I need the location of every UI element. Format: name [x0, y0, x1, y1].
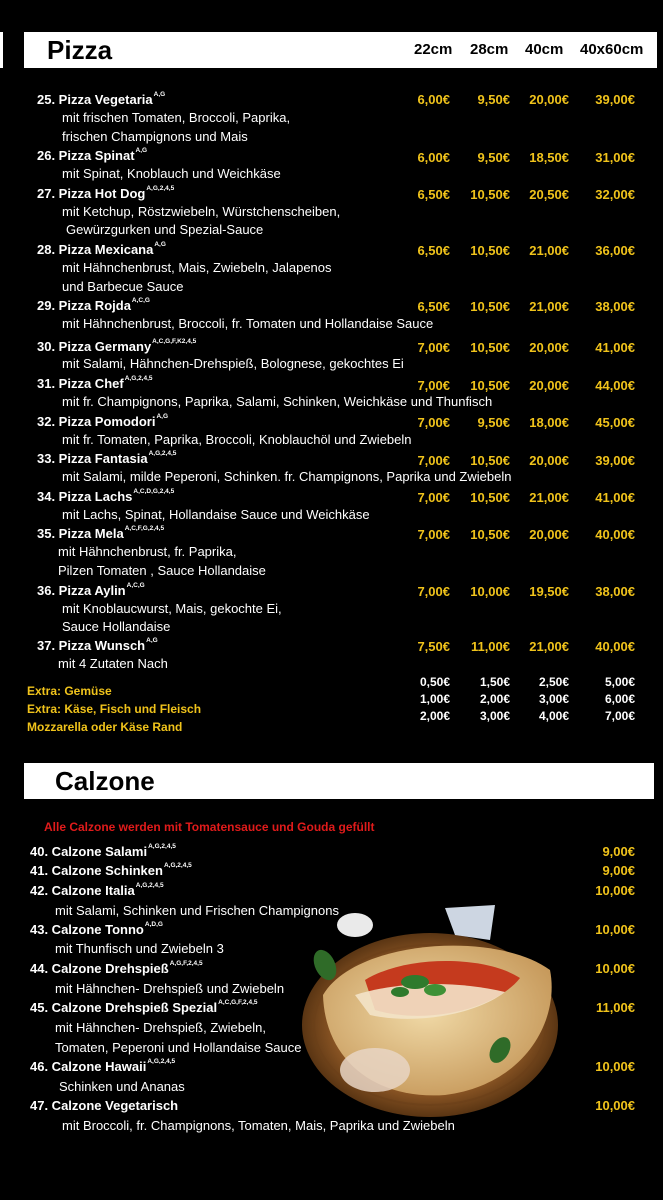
pizza-name-text: 35. Pizza Mela — [37, 526, 124, 541]
allergen-codes: A,G,2,4,5 — [147, 1058, 176, 1065]
size-header-22cm: 22cm — [414, 41, 453, 58]
pizza-name-text: 27. Pizza Hot Dog — [37, 186, 146, 201]
extra-price: 6,00€ — [604, 692, 635, 706]
allergen-codes: A,G,2,4,5 — [148, 843, 176, 850]
calzone-price: 10,00€ — [595, 1059, 635, 1074]
pizza-item-description: Gewürzgurken und Spezial-Sauce — [66, 222, 264, 237]
pizza-price: 20,00€ — [529, 527, 569, 542]
pizza-name-text: 37. Pizza Wunsch — [37, 638, 146, 653]
pizza-price: 18,00€ — [529, 415, 569, 430]
pizza-price: 10,50€ — [470, 243, 510, 258]
pizza-item-description: mit Lachs, Spinat, Hollandaise Sauce und Weichkäse — [62, 507, 370, 522]
pizza-name-text: 28. Pizza Mexicana — [37, 242, 154, 257]
pizza-price: 10,50€ — [470, 527, 510, 542]
calzone-item-name — [30, 1098, 178, 1113]
pizza-item-description: und Barbecue Sauce — [62, 279, 184, 294]
allergen-codes: A,C,F,G,2,4,5 — [124, 525, 165, 532]
calzone-item-description: Schinken und Ananas — [59, 1079, 185, 1094]
pizza-price: 40,00€ — [595, 527, 635, 542]
pizza-price: 10,50€ — [470, 187, 510, 202]
calzone-filling-note: Alle Calzone werden mit Tomatensauce und Gouda gefüllt — [44, 820, 375, 834]
pizza-section-title: Pizza — [47, 35, 113, 65]
extra-price: 0,50€ — [419, 675, 450, 689]
pizza-item-name — [37, 148, 147, 163]
pizza-item-name — [37, 298, 150, 313]
pizza-item-name — [37, 526, 164, 541]
pizza-item-name — [37, 92, 165, 107]
pizza-item-description: mit Hähnchenbrust, Mais, Zwiebeln, Jalapenos — [62, 260, 332, 275]
calzone-item-name — [30, 844, 176, 859]
calzone-price: 10,00€ — [595, 1098, 635, 1113]
allergen-codes: A,C,G,F,K2,4,5 — [152, 338, 197, 345]
extra-price: 2,00€ — [479, 692, 510, 706]
calzone-photo — [295, 900, 565, 1125]
calzone-name-text: 41. Calzone Schinken — [30, 863, 163, 878]
extra-label: Extra: Gemüse — [27, 684, 112, 698]
pizza-price: 9,50€ — [477, 150, 510, 165]
pizza-price: 21,00€ — [529, 299, 569, 314]
pizza-item-name — [37, 376, 153, 391]
pizza-item-description: mit Salami, milde Peperoni, Schinken. fr. Champignons, Paprika und Zwiebeln — [62, 469, 512, 484]
pizza-price: 9,50€ — [477, 92, 510, 107]
pizza-item-description: mit 4 Zutaten Nach — [58, 656, 168, 671]
calzone-price: 10,00€ — [595, 883, 635, 898]
pizza-price: 39,00€ — [595, 453, 635, 468]
calzone-price: 10,00€ — [595, 922, 635, 937]
pizza-price: 20,50€ — [529, 187, 569, 202]
extra-price: 4,00€ — [538, 709, 569, 723]
pizza-price: 18,50€ — [529, 150, 569, 165]
pizza-price: 41,00€ — [595, 490, 635, 505]
extra-price: 2,00€ — [419, 709, 450, 723]
calzone-item-name — [30, 1000, 258, 1015]
pizza-price: 11,00€ — [470, 639, 510, 654]
allergen-codes: A,C,G — [126, 582, 145, 589]
pizza-item-name — [37, 489, 174, 504]
pizza-price: 20,00€ — [529, 92, 569, 107]
pizza-price: 19,50€ — [529, 584, 569, 599]
calzone-item-description: mit Hähnchen- Drehspieß und Zwiebeln — [55, 981, 285, 996]
size-header-40x60cm: 40x60cm — [580, 41, 644, 58]
extra-label: Mozzarella oder Käse Rand — [27, 720, 183, 734]
calzone-name-text: 46. Calzone Hawaii — [30, 1059, 147, 1074]
calzone-name-text: 43. Calzone Tonno — [30, 922, 144, 937]
extra-price: 7,00€ — [604, 709, 635, 723]
pizza-price: 7,00€ — [417, 490, 450, 505]
pizza-item-description: mit Salami, Hähnchen-Drehspieß, Bolognese, gekochtes Ei — [62, 356, 404, 371]
calzone-name-text: 45. Calzone Drehspieß Spezial — [30, 1000, 218, 1015]
calzone-item-description: mit Hähnchen- Drehspieß, Zwiebeln, — [55, 1020, 266, 1035]
left-edge-marker — [0, 32, 3, 68]
extra-price: 1,50€ — [479, 675, 510, 689]
calzone-price: 10,00€ — [595, 961, 635, 976]
pizza-item-name — [37, 186, 174, 201]
pizza-name-text: 34. Pizza Lachs — [37, 489, 133, 504]
pizza-price: 10,50€ — [470, 340, 510, 355]
pizza-price: 6,50€ — [417, 299, 450, 314]
pizza-price: 10,50€ — [470, 299, 510, 314]
allergen-codes: A,G — [154, 241, 166, 248]
pizza-name-text: 33. Pizza Fantasia — [37, 451, 148, 466]
pizza-item-name — [37, 414, 168, 429]
pizza-item-description: mit fr. Tomaten, Paprika, Broccoli, Knoblauchöl und Zwiebeln — [62, 432, 412, 447]
calzone-item-description: mit Broccoli, fr. Champignons, Tomaten, Mais, Paprika und Zwiebeln — [62, 1118, 455, 1133]
pizza-item-description: frischen Champignons und Mais — [62, 129, 248, 144]
size-header-28cm: 28cm — [470, 41, 509, 58]
pizza-item-name — [37, 242, 166, 257]
calzone-item-name — [30, 1059, 175, 1074]
allergen-codes: A,G — [135, 147, 148, 154]
pizza-price: 41,00€ — [595, 340, 635, 355]
calzone-name-text: 42. Calzone Italia — [30, 883, 135, 898]
pizza-name-text: 29. Pizza Rojda — [37, 298, 131, 313]
pizza-item-description: mit frischen Tomaten, Broccoli, Paprika, — [62, 110, 291, 125]
pizza-name-text: 36. Pizza Aylin — [37, 583, 126, 598]
pizza-price: 7,00€ — [417, 415, 450, 430]
pizza-name-text: 32. Pizza Pomodori — [37, 414, 156, 429]
extra-price: 5,00€ — [604, 675, 635, 689]
pizza-price: 21,00€ — [529, 243, 569, 258]
pizza-price: 39,00€ — [595, 92, 635, 107]
pizza-price: 20,00€ — [529, 378, 569, 393]
pizza-price: 21,00€ — [529, 490, 569, 505]
pizza-item-description: Pilzen Tomaten , Sauce Hollandaise — [58, 563, 266, 578]
allergen-codes: A,C,G — [131, 297, 150, 304]
calzone-item-description: mit Salami, Schinken und Frischen Champignons — [55, 903, 339, 918]
pizza-price: 40,00€ — [595, 639, 635, 654]
pizza-item-name — [37, 339, 196, 354]
calzone-price: 11,00€ — [595, 1000, 635, 1015]
pizza-item-description: mit Hähnchenbrust, Broccoli, fr. Tomaten und Hollandaise Sauce — [62, 316, 434, 331]
pizza-name-text: 30. Pizza Germany — [37, 339, 152, 354]
pizza-price: 31,00€ — [595, 150, 635, 165]
allergen-codes: A,G,2,4,5 — [135, 882, 164, 889]
allergen-codes: A,C,D,G,2,4,5 — [133, 488, 175, 495]
pizza-name-text: 31. Pizza Chef — [37, 376, 124, 391]
allergen-codes: A,G,2,4,5 — [148, 450, 177, 457]
pizza-item-description: mit Spinat, Knoblauch und Weichkäse — [62, 166, 281, 181]
pizza-price: 10,00€ — [470, 584, 510, 599]
allergen-codes: A,G — [156, 413, 169, 420]
allergen-codes: A,G — [146, 637, 158, 644]
pizza-price: 7,00€ — [417, 453, 450, 468]
pizza-price: 36,00€ — [595, 243, 635, 258]
extra-label: Extra: Käse, Fisch und Fleisch — [27, 702, 202, 716]
calzone-price: 9,00€ — [602, 863, 635, 878]
pizza-item-description: Sauce Hollandaise — [62, 619, 171, 634]
calzone-name-text: 47. Calzone Vegetarisch — [30, 1098, 179, 1113]
allergen-codes: A,G,F,2,4,5 — [169, 960, 203, 967]
allergen-codes: A,G,2,4,5 — [163, 862, 192, 869]
pizza-item-description: mit Hähnchenbrust, fr. Paprika, — [58, 544, 237, 559]
pizza-price: 7,50€ — [417, 639, 450, 654]
pizza-name-text: 26. Pizza Spinat — [37, 148, 135, 163]
pizza-price: 10,50€ — [470, 490, 510, 505]
calzone-item-description: mit Thunfisch und Zwiebeln 3 — [55, 941, 224, 956]
pizza-price: 38,00€ — [595, 584, 635, 599]
pizza-price: 38,00€ — [595, 299, 635, 314]
pizza-name-text: 25. Pizza Vegetaria — [37, 92, 153, 107]
allergen-codes: A,G — [153, 91, 166, 98]
calzone-item-name — [30, 863, 192, 878]
pizza-price: 10,50€ — [470, 378, 510, 393]
extra-price: 2,50€ — [538, 675, 569, 689]
calzone-name-text: 44. Calzone Drehspieß — [30, 961, 169, 976]
pizza-price: 6,50€ — [417, 187, 450, 202]
size-header-40cm: 40cm — [525, 41, 564, 58]
calzone-price: 9,00€ — [602, 844, 635, 859]
pizza-item-name — [37, 638, 158, 653]
pizza-price: 44,00€ — [595, 378, 635, 393]
calzone-item-description: Tomaten, Peperoni und Hollandaise Sauce — [55, 1040, 302, 1055]
pizza-price: 21,00€ — [529, 639, 569, 654]
pizza-price: 7,00€ — [417, 527, 450, 542]
calzone-item-name — [30, 883, 164, 898]
pizza-price: 32,00€ — [595, 187, 635, 202]
pizza-price: 20,00€ — [529, 453, 569, 468]
calzone-item-name — [30, 961, 203, 976]
pizza-price: 6,50€ — [417, 243, 450, 258]
pizza-price: 6,00€ — [417, 150, 450, 165]
allergen-codes: A,D,G — [144, 921, 163, 928]
calzone-section-title: Calzone — [55, 766, 155, 796]
pizza-item-name — [37, 583, 145, 598]
pizza-price: 7,00€ — [417, 584, 450, 599]
pizza-price: 20,00€ — [529, 340, 569, 355]
pizza-price: 7,00€ — [417, 378, 450, 393]
pizza-price: 6,00€ — [417, 92, 450, 107]
extra-price: 3,00€ — [538, 692, 569, 706]
allergen-codes: A,C,G,F,2,4,5 — [218, 999, 258, 1006]
calzone-name-text: 40. Calzone Salami — [30, 844, 148, 859]
calzone-item-name — [30, 922, 163, 937]
pizza-price: 10,50€ — [470, 453, 510, 468]
allergen-codes: A,G,2,4,5 — [124, 375, 153, 382]
allergen-codes: A,G,2,4,5 — [146, 185, 175, 192]
pizza-price: 45,00€ — [595, 415, 635, 430]
pizza-item-description: mit fr. Champignons, Paprika, Salami, Schinken, Weichkäse und Thunfisch — [62, 394, 493, 409]
pizza-item-description: mit Knoblaucwurst, Mais, gekochte Ei, — [62, 601, 282, 616]
pizza-price: 7,00€ — [417, 340, 450, 355]
pizza-item-name — [37, 451, 176, 466]
extra-price: 3,00€ — [479, 709, 510, 723]
extra-price: 1,00€ — [419, 692, 450, 706]
pizza-price: 9,50€ — [477, 415, 510, 430]
pizza-item-description: mit Ketchup, Röstzwiebeln, Würstchenscheiben, — [62, 204, 341, 219]
